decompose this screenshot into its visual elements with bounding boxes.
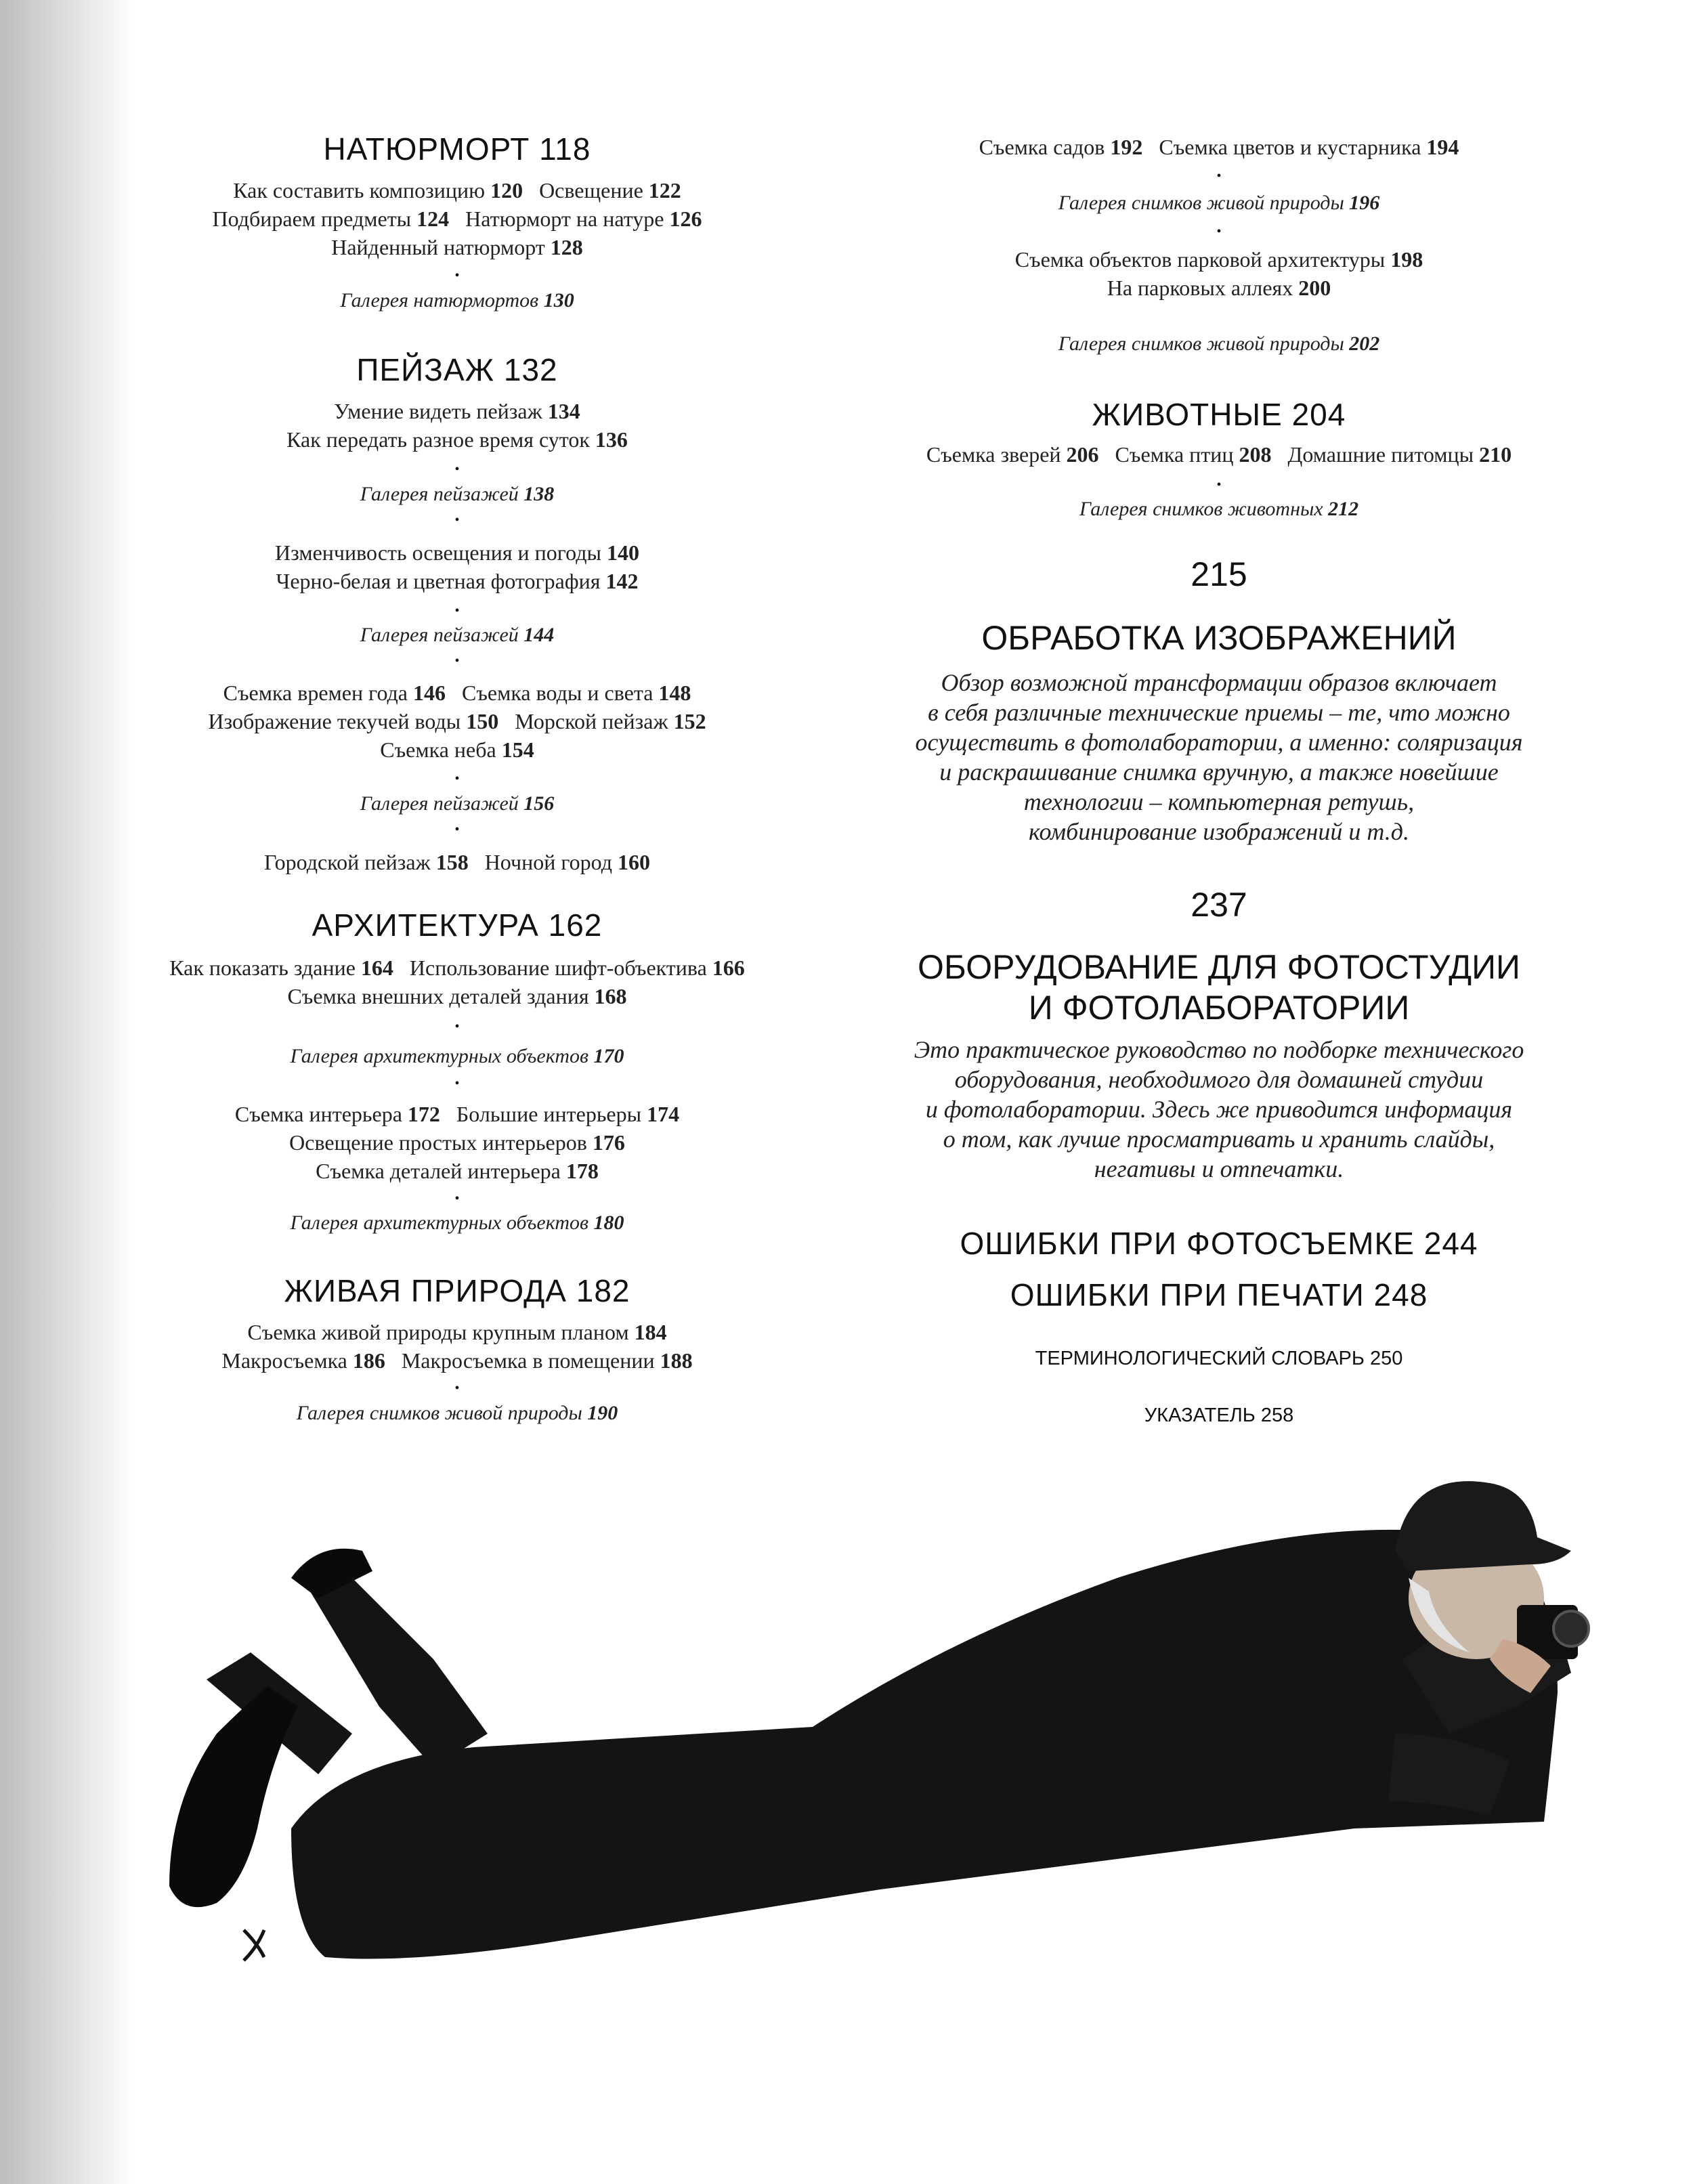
section-heading-natyurmort: НАТЮРМОРТ 118 bbox=[323, 131, 591, 167]
toc-entry-line: На парковых аллеях 200 bbox=[1107, 276, 1331, 300]
gallery-entry: Галерея снимков живой природы 196 bbox=[1058, 192, 1380, 214]
description-line: Обзор возможной трансформации образов включает bbox=[941, 669, 1497, 696]
toc-entry-line: Изменчивость освещения и погоды 140 bbox=[275, 540, 639, 565]
section-heading-oshibki-pechati: ОШИБКИ ПРИ ПЕЧАТИ 248 bbox=[1010, 1277, 1428, 1312]
shoelace-icon bbox=[244, 1930, 264, 1961]
photographer-body bbox=[169, 1481, 1589, 1961]
separator-dot: • bbox=[454, 1191, 460, 1206]
description-line: и раскрашивание снимка вручную, а также новейшие bbox=[939, 758, 1499, 786]
gallery-entry: Галерея снимков живой природы 202 bbox=[1058, 333, 1380, 355]
toc-entry-line: Подбираем предметы 124 Натюрморт на натуре 126 bbox=[212, 207, 702, 231]
toc-entry-line: Как составить композицию 120 Освещение 122 bbox=[233, 178, 681, 202]
separator-dot: • bbox=[1216, 169, 1222, 184]
gallery-entry: Галерея снимков живой природы 190 bbox=[296, 1402, 618, 1424]
gallery-entry: Галерея пейзажей 138 bbox=[360, 483, 555, 505]
gallery-entry: Галерея снимков животных 212 bbox=[1079, 498, 1359, 520]
toc-entry-line: Как передать разное время суток 136 bbox=[286, 427, 628, 452]
gallery-entry: Галерея архитектурных объектов 170 bbox=[290, 1045, 624, 1067]
section-heading-oborudovanie: ОБОРУДОВАНИЕ ДЛЯ ФОТОСТУДИИ bbox=[918, 948, 1520, 986]
toc-entry-line: Съемка деталей интерьера 178 bbox=[316, 1159, 599, 1183]
separator-dot: • bbox=[454, 1381, 460, 1396]
section-heading-slovar: ТЕРМИНОЛОГИЧЕСКИЙ СЛОВАРЬ 250 bbox=[1035, 1348, 1403, 1369]
toc-entry-line: Умение видеть пейзаж 134 bbox=[334, 399, 580, 423]
section-heading-oborudovanie-line2: И ФОТОЛАБОРАТОРИИ bbox=[1028, 989, 1410, 1027]
body-silhouette bbox=[291, 1530, 1558, 1959]
description-line: осуществить в фотолаборатории, а именно: соляризация bbox=[915, 729, 1523, 756]
shoe-icon bbox=[169, 1686, 298, 1907]
page-number-oborudovanie: 237 bbox=[1191, 886, 1247, 924]
section-heading-ukazatel: УКАЗАТЕЛЬ 258 bbox=[1144, 1405, 1294, 1426]
toc-entry-line: Городской пейзаж 158 Ночной город 160 bbox=[263, 850, 650, 874]
section-heading-zhivotnye: ЖИВОТНЫЕ 204 bbox=[1092, 397, 1346, 432]
toc-entry-line: Съемка садов 192 Съемка цветов и кустарника 194 bbox=[979, 135, 1459, 159]
cap-icon bbox=[1395, 1481, 1571, 1571]
gallery-entry: Галерея пейзажей 156 bbox=[360, 792, 555, 815]
toc-entry-line: Съемка живой природы крупным планом 184 bbox=[247, 1320, 667, 1344]
gallery-entry: Галерея натюрмортов 130 bbox=[340, 289, 574, 312]
separator-dot: • bbox=[1216, 477, 1222, 492]
description-line: Это практическое руководство по подборке технического bbox=[914, 1036, 1524, 1063]
section-heading-oshibki-fotosemke: ОШИБКИ ПРИ ФОТОСЪЕМКЕ 244 bbox=[960, 1226, 1478, 1261]
separator-dot: • bbox=[454, 513, 460, 528]
toc-entry-line: Макросъемка 186 Макросъемка в помещении 188 bbox=[221, 1348, 693, 1373]
toc-entry-line: Съемка времен года 146 Съемка воды и света 148 bbox=[223, 681, 691, 705]
description-line: и фотолаборатории. Здесь же приводится информация bbox=[925, 1096, 1513, 1123]
separator-dot: • bbox=[454, 822, 460, 837]
toc-entry-line: Съемка интерьера 172 Большие интерьеры 174 bbox=[234, 1102, 680, 1126]
section-heading-obrabotka: ОБРАБОТКА ИЗОБРАЖЕНИЙ bbox=[981, 619, 1457, 657]
toc-entry-line: Черно-белая и цветная фотография 142 bbox=[276, 569, 639, 593]
lens-icon bbox=[1553, 1611, 1589, 1646]
section-heading-arhitektura: АРХИТЕКТУРА 162 bbox=[312, 907, 603, 943]
description-line: оборудования, необходимого для домашней студии bbox=[954, 1066, 1484, 1093]
toc-entry-line: Съемка объектов парковой архитектуры 198 bbox=[1014, 247, 1423, 272]
description-line: комбинирование изображений и т.д. bbox=[1029, 818, 1409, 845]
separator-dot: • bbox=[454, 771, 460, 786]
separator-dot: • bbox=[454, 1076, 460, 1091]
separator-dot: • bbox=[454, 268, 460, 283]
separator-dot: • bbox=[454, 654, 460, 668]
gallery-entry: Галерея пейзажей 144 bbox=[360, 624, 555, 646]
toc-entry-line: Съемка неба 154 bbox=[380, 737, 534, 762]
description-line: негативы и отпечатки. bbox=[1094, 1155, 1344, 1182]
separator-dot: • bbox=[454, 462, 460, 477]
page-number-obrabotka: 215 bbox=[1191, 555, 1247, 593]
separator-dot: • bbox=[454, 603, 460, 618]
toc-entry-line: Как показать здание 164 Использование шифт-объектива 166 bbox=[169, 956, 745, 980]
toc-entry-line: Съемка внешних деталей здания 168 bbox=[287, 984, 627, 1008]
gallery-entry: Галерея архитектурных объектов 180 bbox=[290, 1212, 624, 1234]
section-heading-peyzazh: ПЕЙЗАЖ 132 bbox=[356, 352, 558, 387]
description-line: технологии – компьютерная ретушь, bbox=[1023, 788, 1415, 815]
separator-dot: • bbox=[1216, 224, 1222, 239]
toc-entry-line: Найденный натюрморт 128 bbox=[331, 235, 583, 259]
description-line: о том, как лучше просматривать и хранить слайды, bbox=[943, 1126, 1495, 1153]
toc-entry-line: Изображение текучей воды 150 Морской пейзаж 152 bbox=[208, 709, 706, 733]
section-heading-zhivaya-priroda: ЖИВАЯ ПРИРОДА 182 bbox=[284, 1273, 630, 1308]
toc-entry-line: Съемка зверей 206 Съемка птиц 208 Домашние питомцы 210 bbox=[926, 442, 1512, 467]
toc-entry-line: Освещение простых интерьеров 176 bbox=[289, 1130, 625, 1155]
separator-dot: • bbox=[454, 1019, 460, 1034]
description-line: в себя различные технические приемы – те, что можно bbox=[928, 699, 1510, 726]
